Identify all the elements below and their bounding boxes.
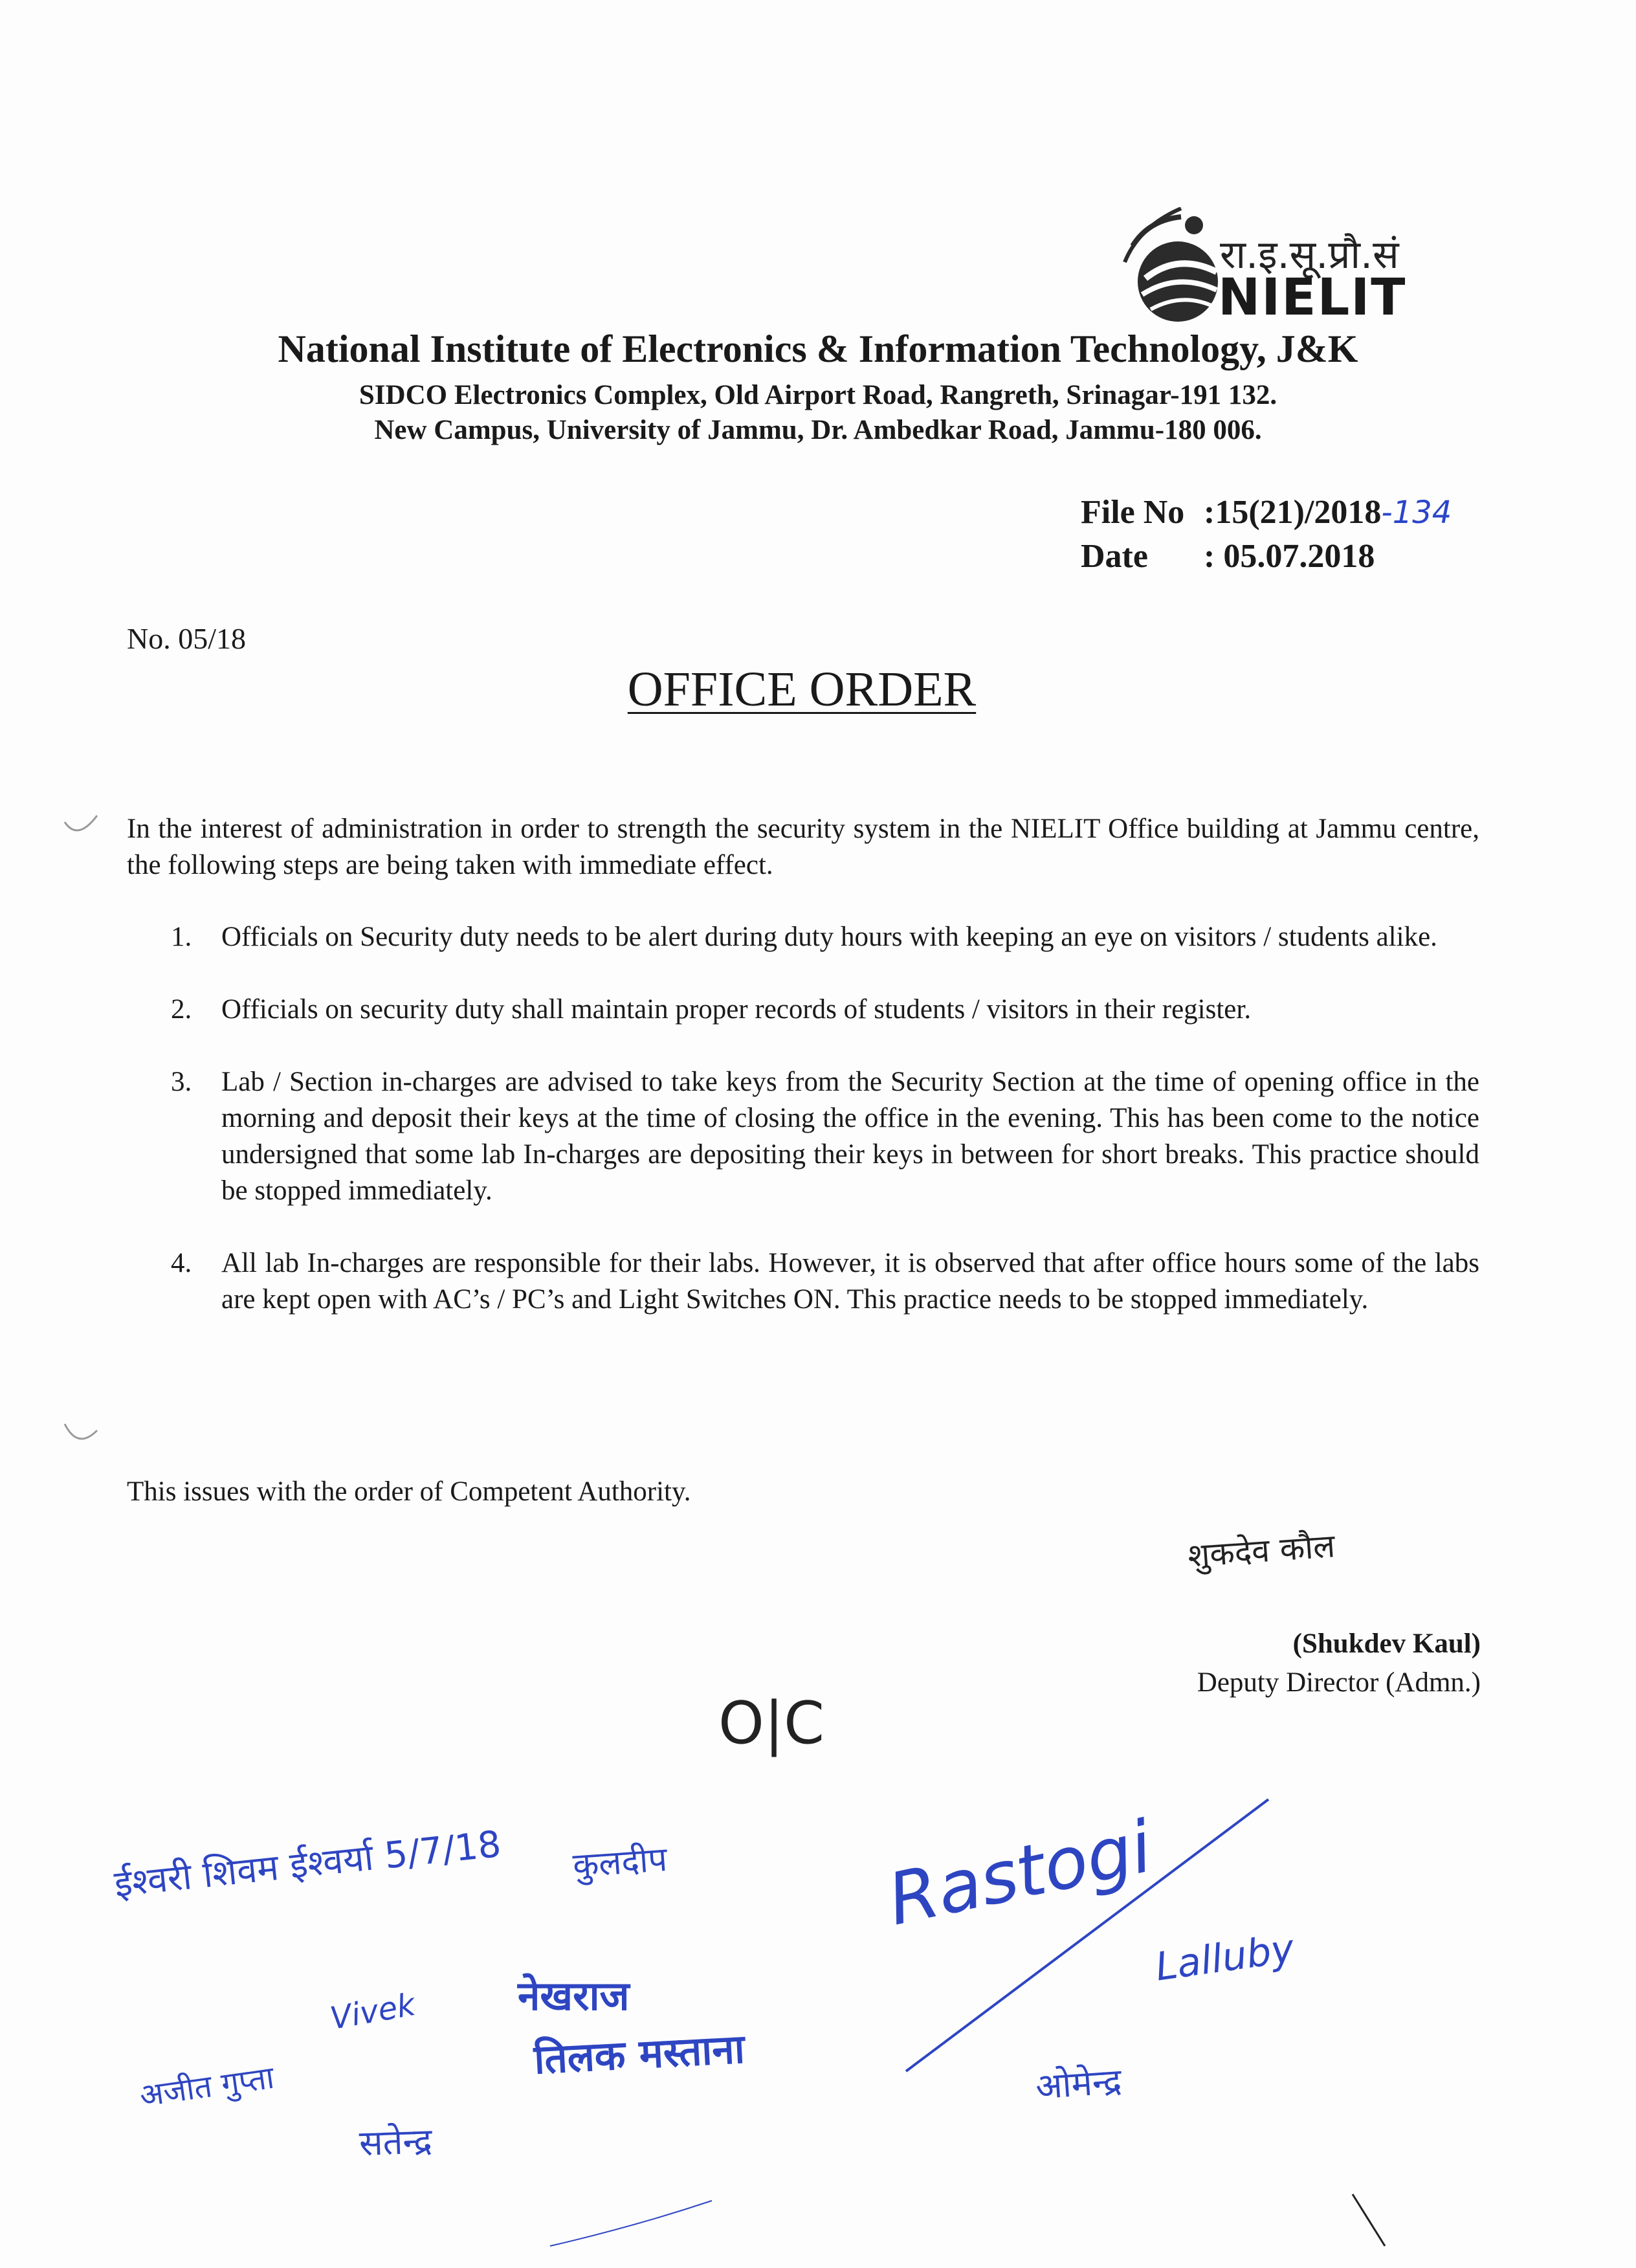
file-number-value: :15(21)/2018 [1204,494,1382,531]
list-item-number: 2. [171,994,192,1025]
acknowledgement-signature: तिलक मस्ताना [533,2025,746,2084]
official-handwritten-signature: शुकदेव कौल [1186,1527,1336,1575]
list-item-text: Lab / Section in-charges are advised to take keys from the Security Section at the time of opening office in the morning and deposit their keys at the time of closing the office in the evening. This has been come to the notice undersigned that some lab In-charges are depositing their keys in between for short breaks. This practice should be stopped immediately. [221,1067,1479,1206]
date-value: : 05.07.2018 [1204,538,1375,575]
order-number: No. 05/18 [127,622,246,655]
acknowledgement-signature: कुलदीप [571,1840,669,1886]
list-item-text: Officials on security duty shall maintain proper records of students / visitors in their register. [221,994,1252,1025]
acknowledgement-signature: अजीत गुप्ता [137,2059,277,2115]
signer-name: (Shukdev Kaul) [1292,1629,1481,1659]
date-label: Date [1081,538,1148,575]
document-title: OFFICE ORDER [627,662,977,717]
address-jammu: New Campus, University of Jammu, Dr. Ambedkar Road, Jammu-180 006. [374,415,1262,445]
signer-designation: Deputy Director (Admn.) [1197,1667,1481,1698]
intro-paragraph: In the interest of administration in order to strength the security system in the NIELIT Office building at Jammu centre, the following steps are being taken with immediate effect. [127,814,1479,880]
acknowledgement-signature: Vivek [327,1986,418,2038]
closing-line: This issues with the order of Competent Authority. [127,1476,691,1507]
logo-hindi-text: रा.इ.सू.प्रौ.सं [1220,232,1399,278]
address-srinagar: SIDCO Electronics Complex, Old Airport Road, Rangreth, Srinagar-191 132. [359,380,1277,410]
acknowledgement-signature: ईश्वरी शिवम ईश्वर्या 5/7/18 [112,1823,503,1906]
acknowledgement-signature: ओमेन्द्र [1034,2060,1123,2107]
acknowledgement-signature: Rastogi [881,1805,1159,1942]
list-item-number: 1. [171,922,192,952]
acknowledgement-signature: नेखराज [518,1972,630,2019]
acknowledgement-signature: सतेन्द्र [359,2120,433,2164]
file-number-handwritten-suffix: -134 [1381,495,1452,531]
acknowledgement-signature: Lalluby [1153,1926,1297,1990]
file-number-label: File No [1081,494,1185,531]
logo-wordmark: NIELIT [1218,269,1407,327]
organization-name: National Institute of Electronics & Information Technology, J&K [278,328,1358,370]
list-item-number: 4. [171,1248,192,1278]
list-item-text: Officials on Security duty needs to be alert during duty hours with keeping an eye on visitors / students alike. [221,922,1437,952]
list-item-text: All lab In-charges are responsible for their labs. However, it is observed that after office hours some of the labs are kept open with AC’s / PC’s and Light Switches ON. This practice needs to be stopped immediately. [221,1248,1479,1315]
oc-handwritten-mark: O|C [718,1689,825,1757]
list-item-number: 3. [171,1067,192,1097]
